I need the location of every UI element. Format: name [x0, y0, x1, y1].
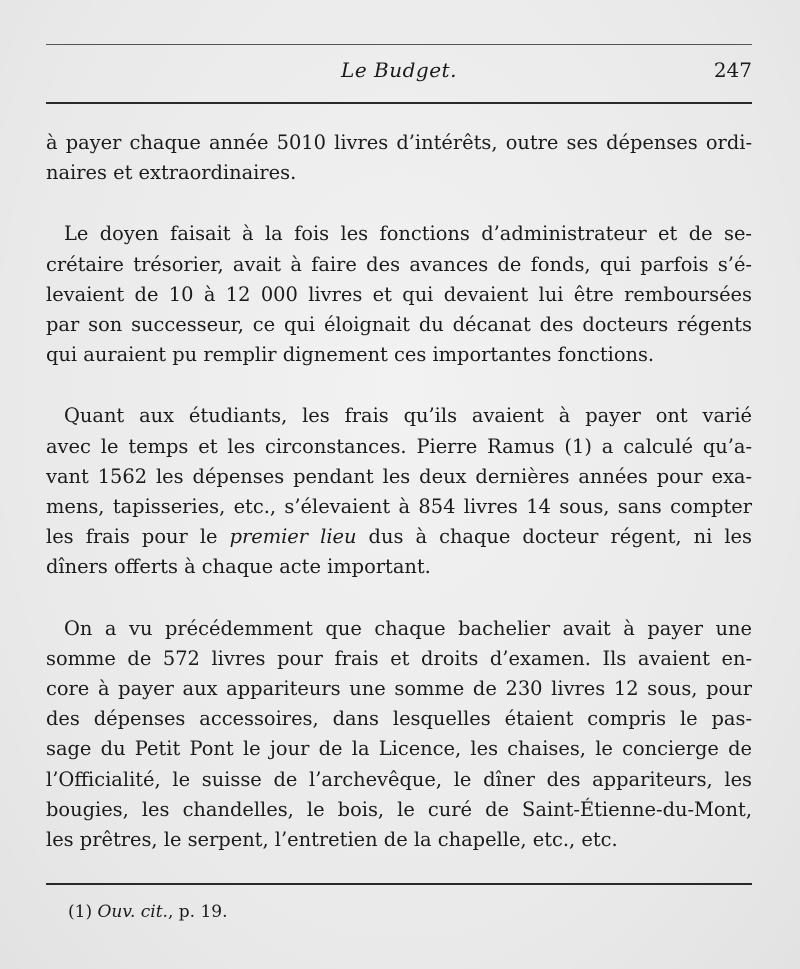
paragraph-4	[46, 614, 752, 856]
paragraph-1	[46, 128, 752, 188]
footnote-rest: , p. 19.	[167, 902, 228, 922]
text-line: core à payer aux appariteurs une somme de 230 livres 12 sous, pour	[46, 677, 752, 701]
text-line: naires et extraordinaires.	[46, 161, 297, 185]
footnote-rule	[46, 883, 752, 885]
text-line-with-italic	[46, 522, 752, 552]
header-rule	[46, 102, 752, 104]
running-head	[46, 58, 752, 88]
text-line: avec le temps et les circonstances. Pierre Ramus (1) a calculé qu’a-	[46, 434, 752, 458]
paragraph-3	[46, 401, 752, 582]
text-line: Quant aux étudiants, les frais qu’ils avaient à payer ont varié	[64, 404, 752, 428]
text-line: bougies, les chandelles, le bois, le curé de Saint-Étienne-du-Mont,	[46, 797, 752, 821]
text-segment: les frais pour le	[46, 525, 230, 549]
text-line: qui auraient pu remplir dignement ces importantes fonctions.	[46, 343, 655, 367]
body-text	[46, 128, 752, 855]
paragraph-2	[46, 219, 752, 370]
text-line: par son successeur, ce qui éloignait du décanat des docteurs régents	[46, 313, 752, 337]
text-line: dîners offerts à chaque acte important.	[46, 555, 431, 579]
footnote-work: Ouv. cit.	[97, 902, 168, 922]
page-number: 247	[713, 58, 752, 82]
text-line: les prêtres, le serpent, l’entretien de la chapelle, etc., etc.	[46, 828, 618, 852]
top-rule	[46, 44, 752, 45]
text-line: On a vu précédemment que chaque bachelier avait à payer une	[64, 616, 752, 640]
text-line: somme de 572 livres pour frais et droits d’examen. Ils avaient en-	[46, 646, 752, 670]
text-line: l’Officialité, le suisse de l’archevêque, le dîner des appariteurs, les	[46, 767, 752, 791]
text-line: levaient de 10 à 12 000 livres et qui devaient lui être remboursées	[46, 282, 752, 306]
text-line: des dépenses accessoires, dans lesquelles étaient compris le pas-	[46, 707, 752, 731]
italic-phrase: premier lieu	[229, 525, 357, 549]
footnote	[68, 902, 228, 922]
text-line: crétaire trésorier, avait à faire des avances de fonds, qui parfois s’é-	[46, 252, 752, 276]
running-title: Le Budget.	[341, 58, 457, 82]
text-line: Le doyen faisait à la fois les fonctions d’administrateur et de se-	[64, 222, 752, 246]
text-line: vant 1562 les dépenses pendant les deux dernières années pour exa-	[46, 464, 752, 488]
text-segment: dus à chaque docteur régent, ni les	[356, 525, 752, 549]
text-line: à payer chaque année 5010 livres d’intérêts, outre ses dépenses ordi-	[46, 131, 752, 154]
text-line: mens, tapisseries, etc., s’élevaient à 854 livres 14 sous, sans compter	[46, 495, 752, 519]
footnote-marker: (1)	[68, 902, 98, 922]
text-line: sage du Petit Pont le jour de la Licence, les chaises, le concierge de	[46, 737, 752, 761]
